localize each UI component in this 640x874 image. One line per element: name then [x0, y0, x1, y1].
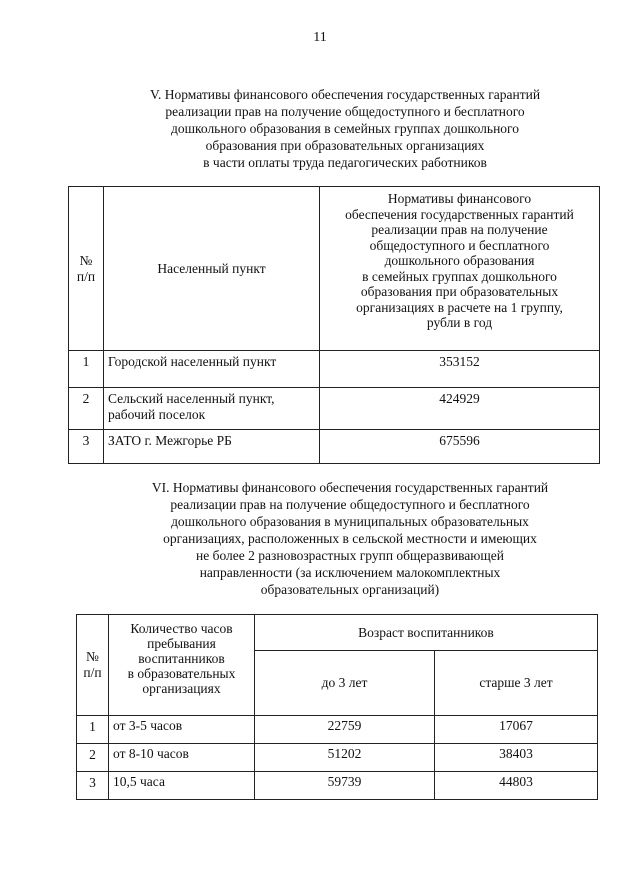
row-hours: 10,5 часа	[109, 772, 255, 800]
section-5-title-line: дошкольного образования в семейных группах дошкольного	[170, 121, 520, 136]
section-6-table	[76, 614, 598, 800]
row-under3: 22759	[255, 716, 435, 744]
header-norm-line: организациях в расчете на 1 группу,	[356, 299, 563, 315]
row-place-line: ЗАТО г. Межгорье РБ	[108, 433, 232, 448]
section-6-title-line: направленности (за исключением малокомплектных	[199, 565, 501, 580]
section-5-table	[68, 186, 600, 464]
row-hours: от 3-5 часов	[109, 716, 255, 744]
section-6-title-line: реализации прав на получение общедоступного и бесплатного	[170, 497, 530, 512]
row-num: 3	[69, 430, 104, 464]
table-row	[77, 744, 598, 772]
row-value: 424929	[320, 388, 600, 430]
section-6-title-line: дошкольного образования в муниципальных образовательных	[171, 514, 529, 529]
header-norm-line: образования при образовательных	[360, 284, 559, 299]
row-place-line: Сельский населенный пункт,	[108, 391, 275, 406]
header-hours-line: воспитанников	[138, 651, 225, 666]
row-num: 1	[77, 716, 109, 744]
header-age-group: Возраст воспитанников	[255, 615, 598, 651]
header-num-abbr: п/п	[76, 268, 96, 284]
table-row	[69, 388, 600, 430]
table-row	[69, 430, 600, 464]
row-place-line: рабочий поселок	[108, 407, 206, 422]
page-number: 11	[313, 30, 327, 45]
header-norm-cell	[320, 187, 600, 351]
header-age-over3: старше 3 лет	[435, 651, 598, 716]
row-value: 353152	[320, 351, 600, 388]
header-num-symbol: №	[86, 649, 99, 664]
section-6-title-line: VI. Нормативы финансового обеспечения государственных гарантий	[151, 480, 549, 495]
header-hours-line: пребывания	[147, 636, 216, 651]
row-place	[104, 388, 320, 430]
section-5-title-line: образования при образовательных организациях	[205, 138, 485, 153]
header-hours-cell	[109, 615, 255, 716]
row-num: 2	[69, 388, 104, 430]
row-num: 3	[77, 772, 109, 800]
table-row	[77, 716, 598, 744]
table-header-row	[69, 187, 600, 351]
table-row	[69, 351, 600, 388]
row-hours: от 8-10 часов	[109, 744, 255, 772]
section-6-title-line: образовательных организаций)	[260, 582, 440, 597]
section-6-title-line: не более 2 разновозрастных групп общеразвивающей	[196, 548, 504, 563]
header-norm-line: реализации прав на получение	[371, 222, 548, 237]
header-num-cell	[77, 615, 109, 716]
header-num-symbol: №	[79, 252, 93, 268]
section-5-title-line: в части оплаты труда педагогических работников	[203, 155, 487, 170]
row-under3: 59739	[255, 772, 435, 800]
header-norm-line: обеспечения государственных гарантий	[345, 206, 574, 222]
row-place	[104, 430, 320, 464]
header-age-under3: до 3 лет	[255, 651, 435, 716]
header-num-abbr: п/п	[83, 665, 102, 680]
header-place-cell: Населенный пункт	[104, 187, 320, 351]
table-header-row	[77, 615, 598, 651]
header-norm-line: общедоступного и бесплатного	[369, 237, 550, 253]
header-hours-line: Количество часов	[130, 621, 233, 636]
section-5-title-line: реализации прав на получение общедоступного и бесплатного	[165, 104, 525, 119]
section-6-title	[80, 479, 620, 598]
row-num: 2	[77, 744, 109, 772]
row-num: 1	[69, 351, 104, 388]
row-under3: 51202	[255, 744, 435, 772]
row-place-line: Городской населенный пункт	[108, 354, 277, 369]
header-hours-line: организациях	[142, 681, 221, 696]
row-value: 675596	[320, 430, 600, 464]
header-norm-line: Нормативы финансового	[387, 191, 532, 206]
header-hours-line: в образовательных	[127, 666, 236, 681]
row-over3: 44803	[435, 772, 598, 800]
header-norm-line: в семейных группах дошкольного	[362, 268, 557, 284]
section-5-title	[70, 86, 620, 171]
table-row	[77, 772, 598, 800]
header-num-cell	[69, 187, 104, 351]
section-5-title-line: V. Нормативы финансового обеспечения государственных гарантий	[149, 87, 541, 102]
header-norm-line: дошкольного образования	[384, 253, 535, 268]
header-norm-line: рубли в год	[426, 315, 493, 330]
row-place	[104, 351, 320, 388]
row-over3: 17067	[435, 716, 598, 744]
row-over3: 38403	[435, 744, 598, 772]
section-6-title-line: организациях, расположенных в сельской местности и имеющих	[163, 531, 537, 546]
